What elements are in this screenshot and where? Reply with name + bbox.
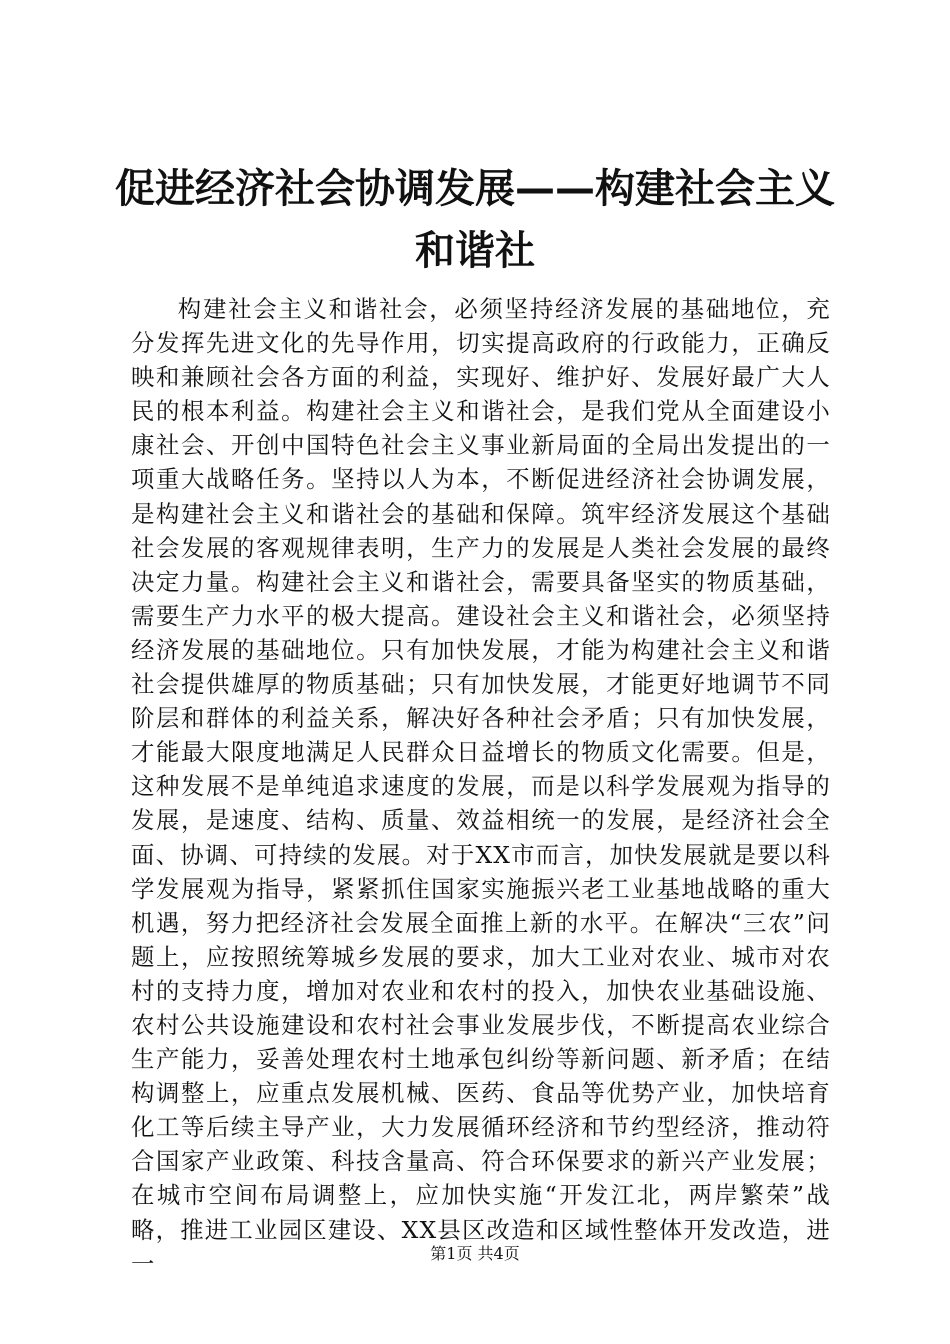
page-number-footer: 第1页 共4页 [430,1244,520,1263]
document-title: 促进经济社会协调发展——构建社会主义和谐社 [115,166,835,274]
body-paragraph: 构建社会主义和谐社会，必须坚持经济发展的基础地位，充分发挥先进文化的先导作用，切实提高政府的行政能力，正确反映和兼顾社会各方面的利益，实现好、维护好、发展好最广大人民的根本利益。构建社会主义和谐社会，是我们党从全面建设小康社会、开创中国特色社会主义事业新局面的全局出发提出的一项重大战略任务。坚持以人为本，不断促进经济社会协调发展，是构建社会主义和谐社会的基础和保障。筑牢经济发展这个基础社会发展的客观规律表明，生产力的发展是人类社会发展的最终决定力量。构建社会主义和谐社会，需要具备坚实的物质基础，需要生产力水平的极大提高。建设社会主义和谐社会，必须坚持经济发展的基础地位。只有加快发展，才能为构建社会主义和谐社会提供雄厚的物质基础；只有加快发展，才能更好地调节不同阶层和群体的利益关系，解决好各种社会矛盾；只有加快发展，才能最大限度地满足人民群众日益增长的物质文化需要。但是，这种发展不是单纯追求速度的发展，而是以科学发展观为指导的发展，是速度、结构、质量、效益相统一的发展，是经济社会全面、协调、可持续的发展。对于XX市而言，加快发展就是要以科学发展观为指导，紧紧抓住国家实施振兴老工业基地战略的重大机遇，努力把经济社会发展全面推上新的水平。在解决“三农”问题上，应按照统筹城乡发展的要求，加大工业对农业、城市对农村的支持力度，增加对农业和农村的投入，加快农业基础设施、农村公共设施建设和农村社会事业发展步伐，不断提高农业综合生产能力，妥善处理农村土地承包纠纷等新问题、新矛盾；在结构调整上，应重点发展机械、医药、食品等优势产业，加快培育化工等后续主导产业，大力发展循环经济和节约型经济，推动符合国家产业政策、科技含量高、符合环保要求的新兴产业发展；在城市空间布局调整上，应加快实施“开发江北，两岸繁荣”战略，推进工业园区建设、XX县区改造和区域性整体开发改造，进一 [131,295,831,1278]
